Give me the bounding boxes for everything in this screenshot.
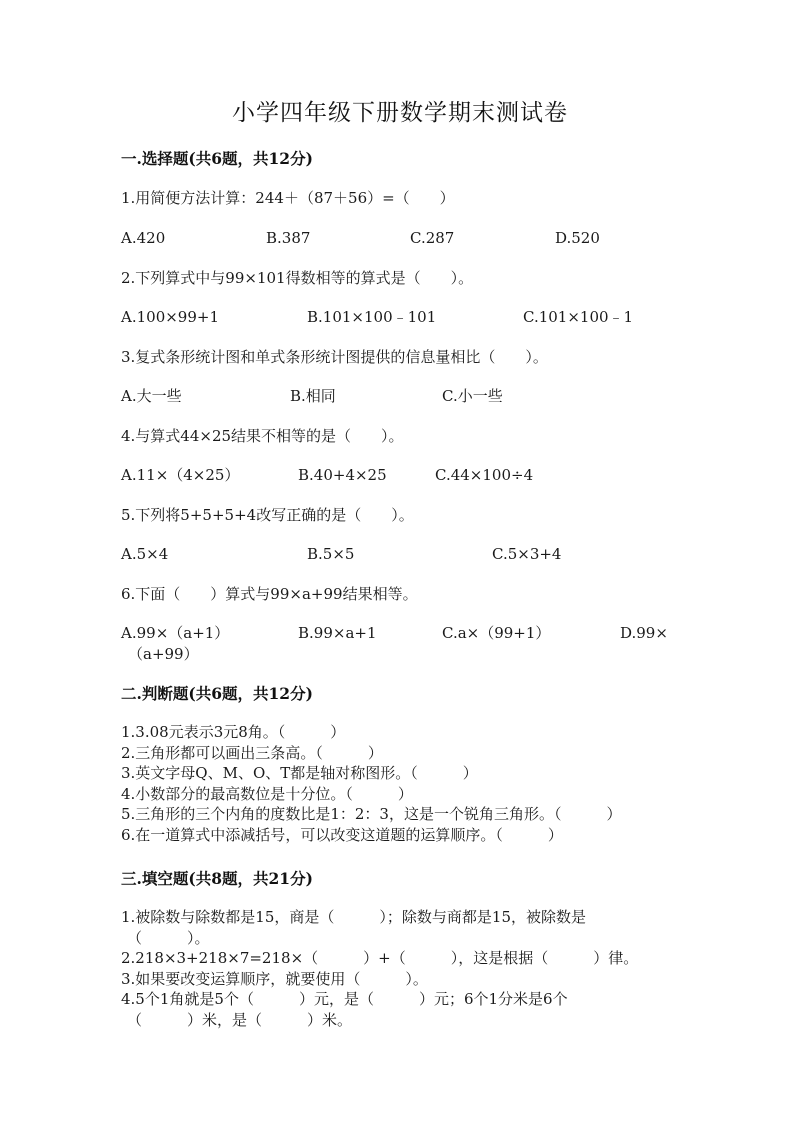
- choice-question-5: 5.下列将5+5+5+4改写正确的是（ ）。: [121, 506, 414, 524]
- choice-q4-option-a: A.11×（4×25）: [121, 466, 240, 484]
- choice-q5-option-a: A.5×4: [121, 545, 169, 563]
- judge-item-4: 4.小数部分的最高数位是十分位。（ ）: [121, 784, 413, 803]
- choice-q1-option-b: B.387: [266, 229, 311, 247]
- choice-q4-option-b: B.40+4×25: [298, 466, 387, 484]
- choice-question-2: 2.下列算式中与99×101得数相等的算式是（ ）。: [121, 269, 474, 287]
- choice-q4-option-c: C.44×100÷4: [435, 466, 534, 484]
- choice-q1-option-a: A.420: [121, 229, 166, 247]
- choice-q1-option-d: D.520: [555, 229, 600, 247]
- choice-q5-option-c: C.5×3+4: [492, 545, 562, 563]
- choice-q5-option-b: B.5×5: [307, 545, 355, 563]
- choice-q6-option-a: A.99×（a+1）: [121, 624, 230, 642]
- fill-list: [121, 907, 701, 1030]
- choice-q2-option-b: B.101×100﹣101: [307, 308, 437, 326]
- judge-list: [121, 722, 701, 845]
- choice-q6-option-c: C.a×（99+1）: [442, 624, 551, 642]
- choice-q3-option-a: A.大一些: [121, 387, 182, 405]
- section-heading-judge: 二.判断题(共6题，共12分): [121, 684, 313, 703]
- choice-question-3: 3.复式条形统计图和单式条形统计图提供的信息量相比（ ）。: [121, 348, 548, 366]
- exam-title: 小学四年级下册数学期末测试卷: [232, 100, 568, 126]
- choice-q1-option-c: C.287: [410, 229, 455, 247]
- judge-item-1: 1.3.08元表示3元8角。（ ）: [121, 723, 346, 741]
- fill-item-1: 1.被除数与除数都是15，商是（ ）；除数与商都是15，被除数是: [121, 908, 586, 926]
- fill-item-2: 2.218×3+218×7=218×（ ）+（ ），这是根据（ ）律。: [121, 949, 639, 967]
- choice-q6-option-d-continued: （a+99）: [128, 645, 199, 663]
- choice-question-1: 1.用简便方法计算：244＋（87＋56）=（ ）: [121, 189, 455, 207]
- choice-q2-option-a: A.100×99+1: [121, 308, 219, 326]
- choice-q6-option-d: D.99×: [620, 624, 668, 642]
- judge-item-5: 5.三角形的三个内角的度数比是1：2：3，这是一个锐角三角形。（ ）: [121, 805, 622, 823]
- fill-item-3: 3.如果要改变运算顺序，就要使用（ ）。: [121, 969, 428, 988]
- section-heading-fill: 三.填空题(共8题，共21分): [121, 869, 313, 888]
- judge-item-2: 2.三角形都可以画出三条高。（ ）: [121, 743, 383, 762]
- fill-item-1-continued: （ ）。: [127, 928, 210, 947]
- fill-item-4: 4.5个1角就是5个（ ）元，是（ ）元；6个1分米是6个: [121, 990, 568, 1008]
- judge-item-3: 3.英文字母Q、M、O、T都是轴对称图形。（ ）: [121, 764, 478, 782]
- judge-item-6: 6.在一道算式中添减括号，可以改变这道题的运算顺序。（ ）: [121, 825, 563, 844]
- section-heading-choice: 一.选择题(共6题，共12分): [121, 149, 313, 168]
- choice-q3-option-b: B.相同: [290, 387, 336, 405]
- choice-q6-option-b: B.99×a+1: [298, 624, 377, 642]
- choice-question-6: 6.下面（ ）算式与99×a+99结果相等。: [121, 585, 418, 603]
- choice-q2-option-c: C.101×100﹣1: [523, 308, 634, 326]
- fill-item-4-continued: （ ）米，是（ ）米。: [127, 1010, 353, 1029]
- choice-q3-option-c: C.小一些: [442, 387, 503, 405]
- choice-question-4: 4.与算式44×25结果不相等的是（ ）。: [121, 427, 404, 445]
